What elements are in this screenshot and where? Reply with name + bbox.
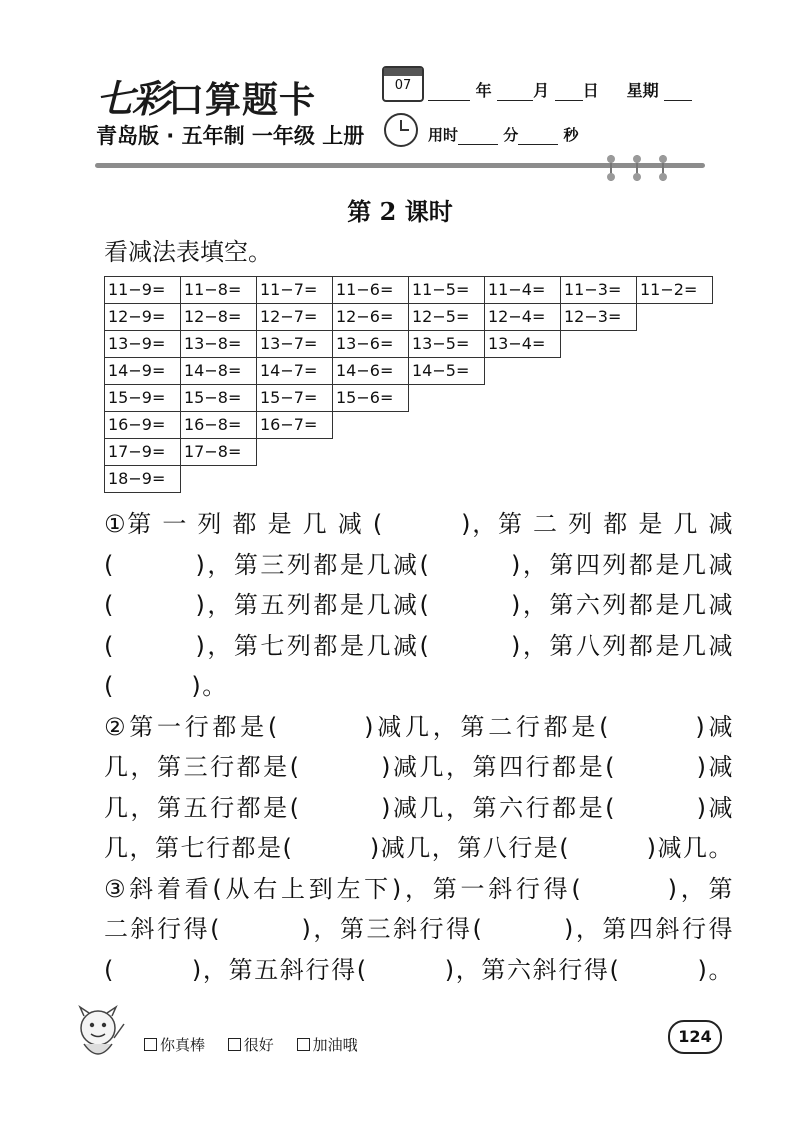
- checkbox-icon[interactable]: [144, 1038, 157, 1051]
- time-label: 用时: [428, 126, 459, 144]
- minutes-label: 分: [503, 126, 519, 144]
- question-line: ①第 一 列 都 是 几 减 ( )，第 二 列 都 是 几 减: [104, 510, 734, 538]
- divider-pin-icon: [662, 155, 664, 181]
- brand-main-text: 口算题卡: [168, 79, 317, 121]
- question-line: ②第一行都是( )减几，第二行都是( )减: [104, 712, 734, 741]
- table-cell: 13−5=: [408, 330, 485, 358]
- table-cell: 11−2=: [636, 276, 713, 304]
- table-cell: 12−7=: [256, 303, 333, 331]
- question-line: ( )，第五斜行得( )，第六斜行得( )。: [104, 955, 734, 984]
- seconds-blank: [518, 128, 558, 145]
- table-cell: 13−4=: [484, 330, 561, 358]
- table-cell: 11−6=: [332, 276, 409, 304]
- mascot-icon: [70, 1004, 126, 1066]
- table-cell: 13−7=: [256, 330, 333, 358]
- rating-label: 加油哦: [312, 1036, 358, 1054]
- time-line: [428, 124, 579, 145]
- rating-option-great[interactable]: [144, 1036, 205, 1054]
- question-line: ( )。: [104, 672, 228, 700]
- divider-pin-icon: [636, 155, 638, 181]
- table-cell: 15−7=: [256, 384, 333, 412]
- table-cell: 17−8=: [180, 438, 257, 466]
- table-cell: 14−9=: [104, 357, 181, 385]
- table-cell: 12−6=: [332, 303, 409, 331]
- table-cell: 11−8=: [180, 276, 257, 304]
- question-line: ( )，第五列都是几减( )，第六列都是几减: [104, 591, 734, 619]
- table-cell: 11−7=: [256, 276, 333, 304]
- table-cell: 18−9=: [104, 465, 181, 493]
- brand-title: [96, 68, 316, 123]
- rating-option-good[interactable]: [228, 1036, 274, 1054]
- table-cell: 13−9=: [104, 330, 181, 358]
- question-line: 几，第七行都是( )减几，第八行是( )减几。: [104, 834, 734, 862]
- rating-label: 很好: [243, 1036, 274, 1054]
- table-cell: 16−9=: [104, 411, 181, 439]
- instruction-text: 看减法表填空。: [104, 238, 272, 266]
- rating-option-keep-going[interactable]: [297, 1036, 358, 1054]
- divider-pin-icon: [610, 155, 612, 181]
- day-blank: [555, 84, 583, 101]
- table-cell: 12−3=: [560, 303, 637, 331]
- edition-label: 青岛版 · 五年制 一年级 上册: [96, 124, 365, 148]
- date-line: [428, 78, 692, 101]
- table-cell: 11−5=: [408, 276, 485, 304]
- table-cell: 15−9=: [104, 384, 181, 412]
- table-cell: 16−7=: [256, 411, 333, 439]
- brand-hand-text: 七彩: [96, 76, 169, 121]
- header-divider: [95, 163, 705, 168]
- table-cell: 16−8=: [180, 411, 257, 439]
- table-cell: 14−5=: [408, 357, 485, 385]
- question-line: 几，第五行都是( )减几，第六行都是( )减: [104, 793, 734, 822]
- page-number: 124: [668, 1020, 722, 1054]
- table-cell: 13−6=: [332, 330, 409, 358]
- year-label: 年: [475, 81, 492, 100]
- month-blank: [497, 84, 533, 101]
- table-cell: 12−5=: [408, 303, 485, 331]
- table-cell: 14−8=: [180, 357, 257, 385]
- table-cell: 17−9=: [104, 438, 181, 466]
- minutes-blank: [458, 128, 498, 145]
- checkbox-icon[interactable]: [228, 1038, 241, 1051]
- table-cell: 14−6=: [332, 357, 409, 385]
- day-label: 日: [582, 81, 599, 100]
- lesson-title: 第 2 课时: [347, 197, 453, 226]
- seconds-label: 秒: [563, 126, 579, 144]
- rating-label: 你真棒: [160, 1036, 206, 1054]
- month-label: 月: [533, 81, 550, 100]
- calendar-icon: [382, 66, 424, 102]
- question-line: 二斜行得( )，第三斜行得( )，第四斜行得: [104, 915, 734, 943]
- rating-options: [144, 1034, 376, 1055]
- table-cell: 12−8=: [180, 303, 257, 331]
- table-cell: 11−9=: [104, 276, 181, 304]
- table-cell: 14−7=: [256, 357, 333, 385]
- clock-icon: [384, 113, 418, 147]
- table-cell: 15−8=: [180, 384, 257, 412]
- question-line: ( )，第三列都是几减( )，第四列都是几减: [104, 550, 734, 579]
- table-cell: 12−4=: [484, 303, 561, 331]
- table-cell: 15−6=: [332, 384, 409, 412]
- week-blank: [664, 84, 692, 101]
- question-line: 几，第三行都是( )减几，第四行都是( )减: [104, 753, 734, 781]
- question-line: ③斜着看(从右上到左下)，第一斜行得( )，第: [104, 874, 734, 903]
- calendar-day: 07: [394, 78, 412, 93]
- year-blank: [428, 84, 470, 101]
- table-cell: 11−3=: [560, 276, 637, 304]
- week-label: 星期: [626, 81, 659, 100]
- table-cell: 13−8=: [180, 330, 257, 358]
- table-cell: 12−9=: [104, 303, 181, 331]
- question-line: ( )，第七列都是几减( )，第八列都是几减: [104, 631, 734, 660]
- checkbox-icon[interactable]: [297, 1038, 310, 1051]
- table-cell: 11−4=: [484, 276, 561, 304]
